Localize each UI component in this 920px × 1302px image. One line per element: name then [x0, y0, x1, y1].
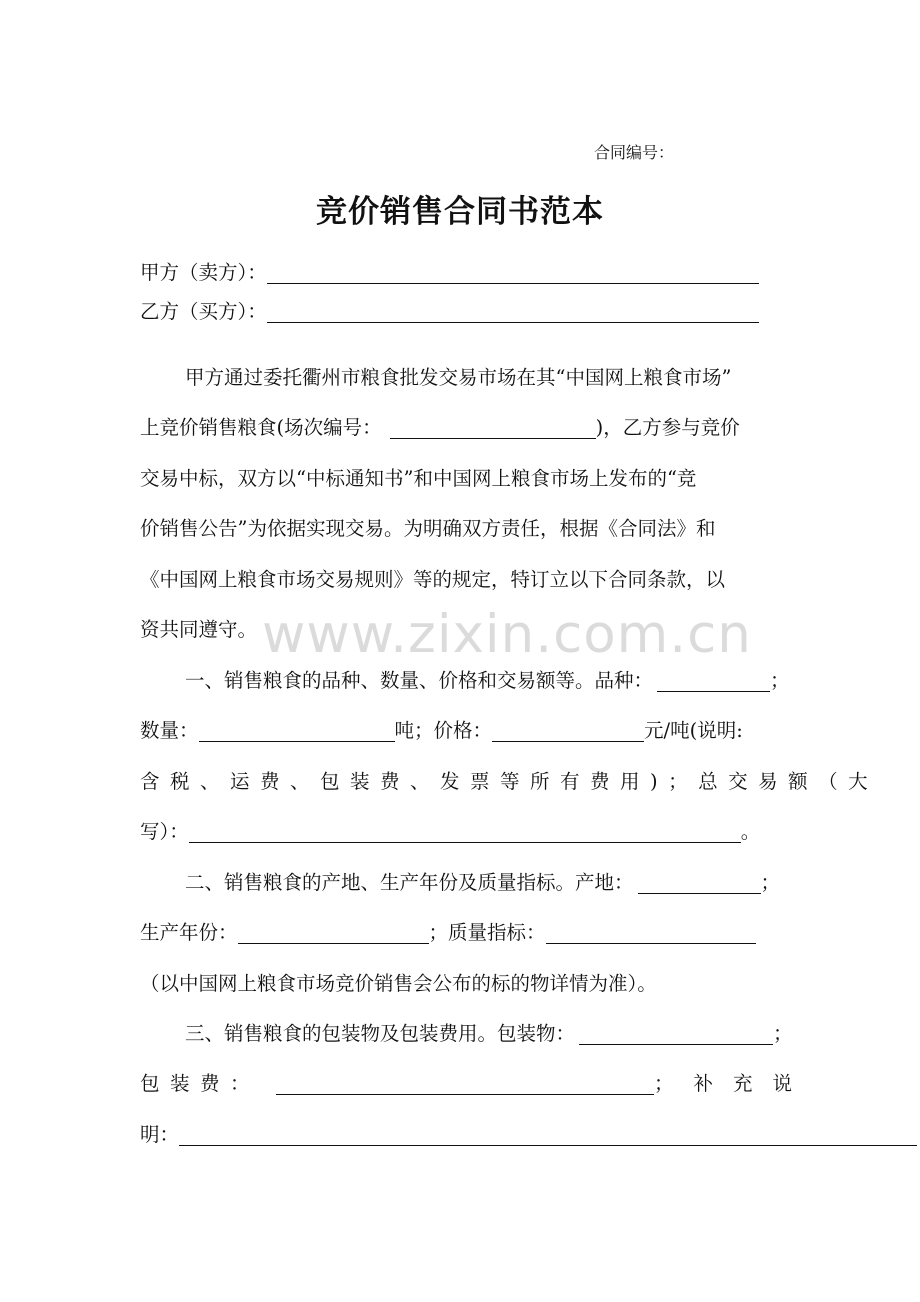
intro-line-6: 资共同遵守。	[140, 618, 258, 641]
clause1-line-4	[140, 819, 760, 845]
unit-label: 元/吨(说明:	[644, 719, 743, 742]
party-b-label: 乙方（买方）：	[140, 300, 267, 323]
clause3-line-3	[140, 1122, 917, 1148]
clause2-line-2	[140, 920, 756, 946]
document-title: 竞价销售合同书范本	[316, 194, 604, 230]
clause1-semicolon: ；	[770, 669, 790, 692]
party-a-line	[140, 260, 759, 286]
clause3-line-2	[140, 1071, 812, 1097]
party-b-line	[140, 299, 759, 325]
session-number-blank[interactable]	[390, 416, 596, 439]
total-amount-blank[interactable]	[189, 820, 741, 843]
clause3-line-1	[185, 1021, 793, 1047]
intro-line-3: 交易中标，双方以“中标通知书”和中国网上粮食市场上发布的“竞	[140, 467, 697, 490]
intro-line-5: 《中国网上粮食市场交易规则》等的规定，特订立以下合同条款，以	[140, 568, 726, 591]
clause1-line-1	[185, 668, 790, 694]
packaging-fee-label: 包装费：	[140, 1072, 261, 1095]
clause2-semicolon: ；	[760, 871, 781, 894]
origin-blank[interactable]	[638, 871, 761, 894]
clause2-line-1	[185, 870, 780, 896]
clause2-heading: 二、销售粮食的产地、生产年份及质量指标。产地：	[185, 871, 634, 894]
clause1-period: 。	[740, 820, 761, 843]
variety-blank[interactable]	[657, 669, 770, 692]
intro-line-4: 价销售公告”为依据实现交易。为明确双方责任，根据《合同法》和	[140, 517, 716, 540]
party-a-label: 甲方（卖方）：	[140, 261, 267, 284]
ton-price-label: 吨；价格：	[394, 719, 493, 742]
party-b-blank[interactable]	[267, 300, 759, 323]
watermark-text: www.zixin.com.cn	[262, 604, 752, 665]
production-year-label: 生产年份：	[140, 921, 238, 944]
intro-line-1: 甲方通过委托衢州市粮食批发交易市场在其“中国网上粮食市场”	[185, 366, 732, 389]
quantity-blank[interactable]	[199, 719, 395, 742]
quality-blank[interactable]	[546, 921, 756, 944]
supplement-blank[interactable]	[179, 1123, 917, 1146]
production-year-blank[interactable]	[238, 921, 429, 944]
supplement-label: ；补充说	[654, 1072, 813, 1095]
intro-session-label: 上竞价销售粮食(场次编号：	[140, 416, 382, 439]
clause1-line-2	[140, 718, 743, 744]
quality-label: ；质量指标：	[428, 921, 546, 944]
clause3-heading: 三、销售粮食的包装物及包装费用。包装物：	[185, 1022, 576, 1045]
clause1-line-3: 含税、运费、包装费、发票等所有费用)；总交易额（大	[140, 770, 879, 793]
clause3-semicolon: ；	[773, 1022, 793, 1045]
intro-line-2-rest: )，乙方参与竞价	[595, 416, 740, 439]
intro-line-2	[140, 415, 740, 441]
price-blank[interactable]	[492, 719, 644, 742]
party-a-blank[interactable]	[267, 261, 759, 284]
clause2-line-3: （以中国网上粮食市场竞价销售会公布的标的物详情为准）。	[140, 972, 657, 995]
packaging-blank[interactable]	[579, 1022, 773, 1045]
total-amount-label: 写）：	[140, 820, 189, 843]
contract-number-label: 合同编号：	[594, 143, 675, 162]
packaging-fee-blank[interactable]	[276, 1072, 654, 1095]
supplement-label-end: 明：	[140, 1123, 180, 1146]
quantity-label: 数量：	[140, 719, 199, 742]
clause1-heading: 一、销售粮食的品种、数量、价格和交易额等。品种：	[185, 669, 654, 692]
